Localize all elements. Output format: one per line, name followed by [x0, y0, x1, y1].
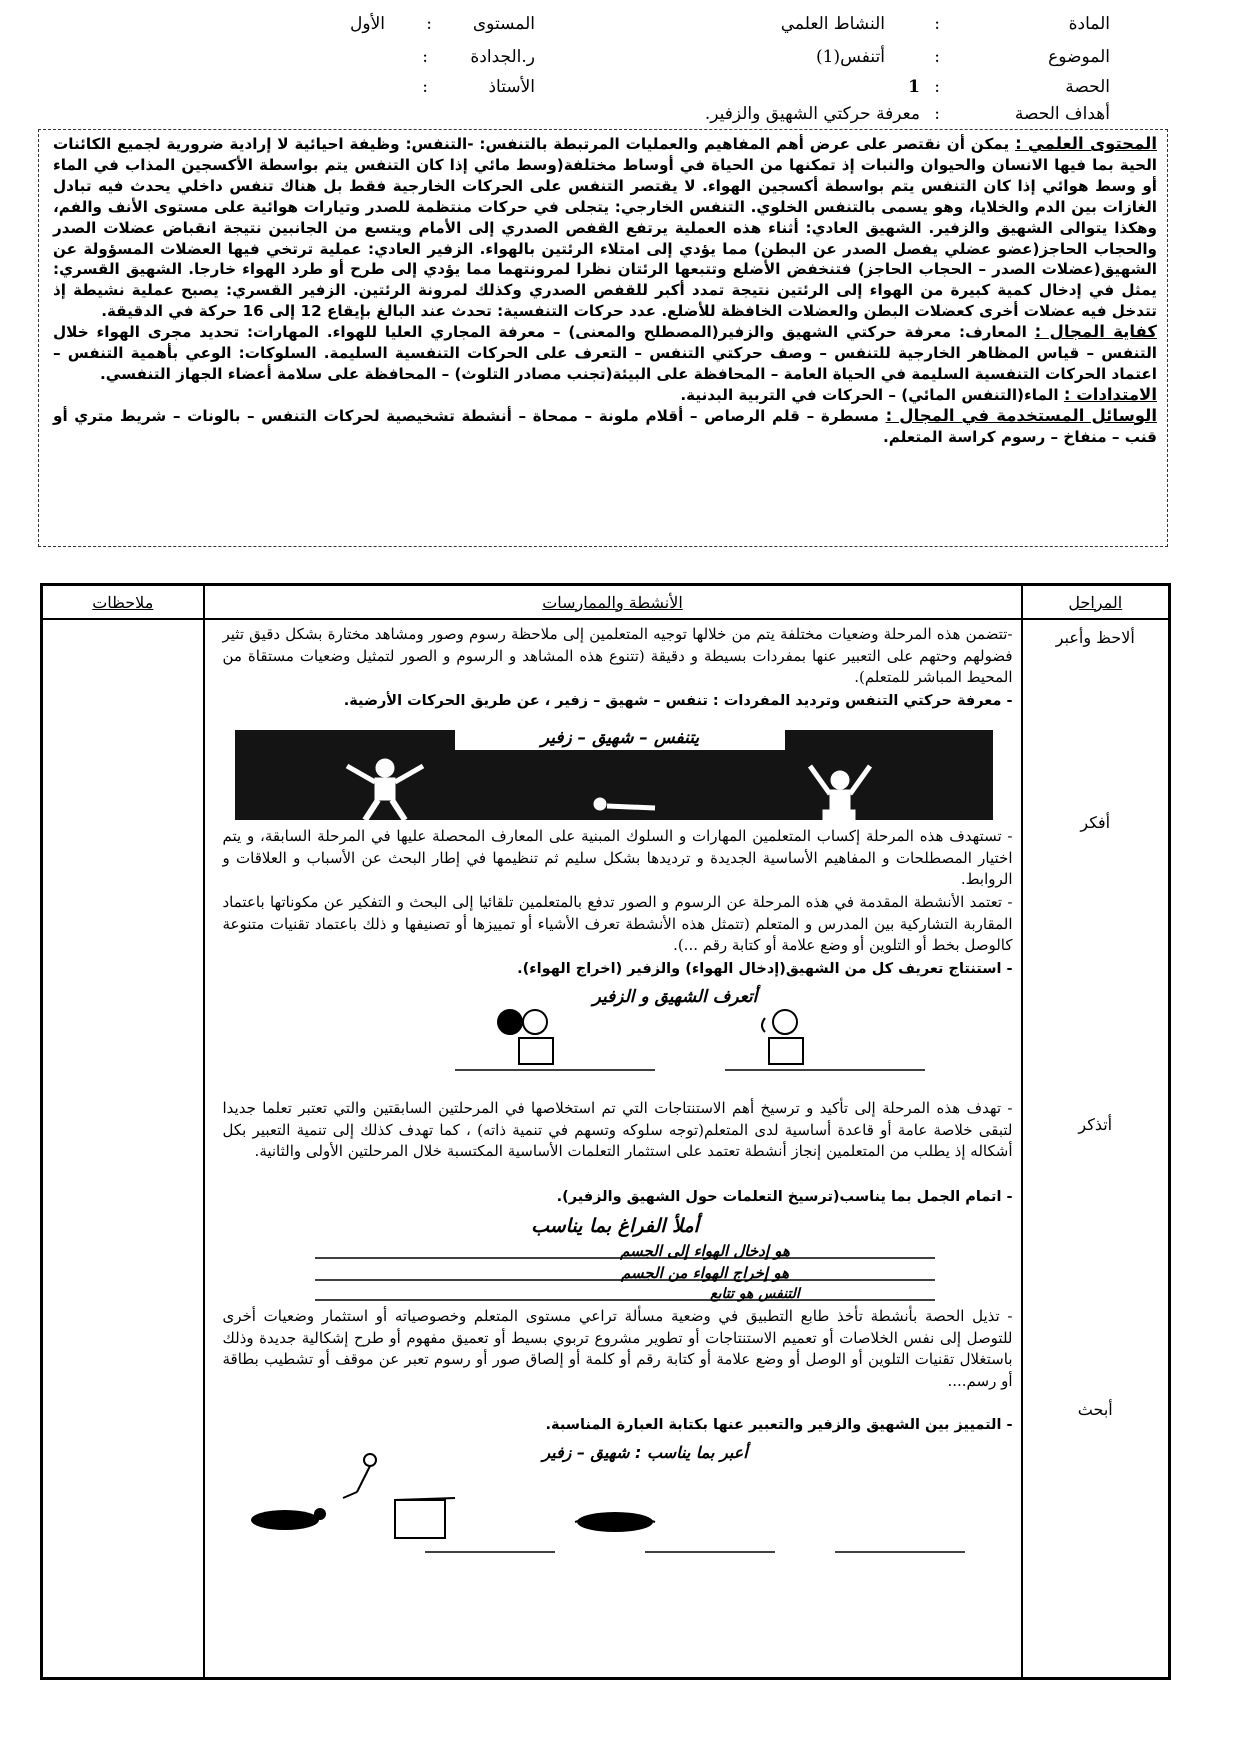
stage1-task	[223, 690, 1013, 713]
breathing-scenes-illustration	[225, 1440, 1003, 1560]
session-label: الحصة	[1065, 77, 1110, 97]
competence-title: كفاية المجال :	[1034, 322, 1157, 342]
stage-research: أبحث	[1077, 1400, 1113, 1419]
fill-blanks-exercise	[285, 1212, 965, 1302]
breathing-scenes-caption: أعبر بما يناسب : شهيق – زفير	[541, 1443, 748, 1462]
subject-colon: :	[934, 14, 940, 34]
stage2-task	[223, 958, 1013, 981]
stage-remember: أتذكر	[1078, 1115, 1113, 1134]
stage2-task-text: - استنتاج تعريف كل من الشهيق(إدخال الهواء) والزفير (اخراج الهواء).	[517, 961, 1013, 977]
subject-label: المادة	[1068, 14, 1110, 34]
tools-text: مسطرة – قلم الرصاص – أقلام ملونة – ممحاة – أنشطة تشخيصية لحركات التنفس – بالونات – شريط متري أو قنب – منفاخ – رسوم كراسة المتعلم.	[53, 406, 1157, 446]
tools-title: الوسائل المستخدمة في المجال :	[885, 405, 1157, 425]
stage4-task-text: - التمييز بين الشهيق والزفير والتعبير عنها بكتابة العبارة المناسبة.	[545, 1417, 1013, 1433]
goals-value: معرفة حركتي الشهيق والزفير.	[704, 104, 920, 124]
stage-think: أفكر	[1080, 813, 1111, 832]
stage1-description: -تتضمن هذه المرحلة وضعيات مختلفة يتم من خلالها توجيه المتعلمين إلى ملاحظة رسوم وصور ومشاهد مختارة بشكل دقيق تثير فضولهم وحتهم على التعبير عنها بمفردات بسيطة و دقيقة (تتنوع هذه المشاهد و الرسوم و الصور لتمثيل وضعيات مستقاة من المحيط المباشر للمتعلم).	[222, 625, 1013, 686]
stage1-task-text: - معرفة حركتي التنفس وترديد المفردات : تنفس – شهيق – زفير ، عن طريق الحركات الأرضية.	[343, 693, 1013, 709]
goals-label: أهداف الحصة	[1014, 104, 1110, 124]
extensions	[53, 385, 1157, 406]
stage2-description-b: - تعتمد الأنشطة المقدمة في هذه المرحلة عن الرسوم و الصور تدفع بالمتعلمين تلقائيا إلى البحث و التفكير عن مكوناتها باعتماد المقاربة التشاركية بين المدرس و المتعلم (تتمثل هذه الأنشطة تعرف الأشياء أو تمييزها أو تصنيفها و ذلك باعتماد تقنيات متنوعة كالوصل بخط أو التلوين أو وضع علامة أو كتابة رقم ...).	[222, 893, 1013, 954]
level-label: المستوى	[472, 14, 535, 34]
breathing-illustration-svg	[235, 724, 993, 822]
header-stages: المراحل	[1022, 585, 1170, 620]
tools	[53, 406, 1157, 448]
topic-colon: :	[934, 47, 940, 67]
table-header-row	[42, 585, 1170, 620]
stage3-task-text: - اتمام الجمل بما يناسب(ترسيخ التعلمات حول الشهيق والزفير).	[556, 1189, 1013, 1205]
stage2-description-a: - تستهدف هذه المرحلة إكساب المتعلمين المهارات و السلوك المبنية على المعارف المحصلة عليها في المرحلة السابقة، و يتم اختيار المصطلحات و المفاهيم الأساسية الجديدة و ترديدها بشكل سليم ثم تنظيمها في إطار البحث عن الأسباب و العلاقات و الروابط.	[222, 827, 1013, 888]
level-colon: :	[426, 14, 432, 34]
teacher-colon: :	[422, 77, 428, 97]
level-value: الأول	[350, 14, 385, 34]
fill-blank-line-3: التنفس هو تتابع	[709, 1286, 800, 1302]
stages-column	[1022, 619, 1170, 1679]
topic-value: أتنفس(1)	[816, 47, 885, 67]
table-body-row	[42, 619, 1170, 1679]
fill-blank-line-1: هو إدخال الهواء إلى الجسم	[619, 1242, 790, 1260]
school-colon: :	[422, 47, 428, 67]
domain-competence	[53, 322, 1157, 385]
extensions-title: الامتدادات :	[1063, 384, 1157, 404]
competence-text: المعارف: معرفة حركتي الشهيق والزفير(المصطلح والمعنى) – معرفة المجاري العليا للهواء. المهارات: تحديد مجرى الهواء خلال التنفس – قياس المظاهر الخارجية للتنفس – وصف حركتي التنفس – التعرف على الحركات التنفسية السليمة. السلوكات: الوعي بأهمية التنفس – اعتماد الحركات التنفسية السليمة في الحياة العامة – المحافظة على البيئة(تجنب مصادر التلوث) – المحافظة على سلامة أعضاء الجهاز التنفسي.	[53, 323, 1157, 383]
fill-blank-line-2: هو إخراج الهواء من الجسم	[620, 1264, 789, 1282]
inhale-exhale-caption: أتعرف الشهيق و الزفير	[592, 987, 757, 1007]
breathing-movements-illustration	[235, 724, 993, 822]
header-notes: ملاحظات	[42, 585, 204, 620]
header-activities: الأنشطة والممارسات	[204, 585, 1022, 620]
stage4-task	[223, 1414, 1013, 1437]
boy-exhaling	[498, 1010, 553, 1064]
stage3-task	[223, 1186, 1013, 1209]
subject-value: النشاط العلمي	[780, 14, 885, 34]
swimmer-underwater	[575, 1512, 655, 1532]
fill-blanks-svg	[285, 1212, 965, 1302]
scientific-content-title: المحتوى العلمي :	[1015, 134, 1157, 153]
swimmer-surface	[251, 1508, 326, 1530]
inhale-exhale-illustration	[255, 984, 975, 1076]
diver-on-board	[343, 1454, 455, 1538]
scientific-content-text: يمكن أن نقتصر على عرض أهم المفاهيم والعمليات المرتبطة بالتنفس: -التنفس: وظيفة احيائية لا إرادية ضرورية لجميع الكائنات الحية بما فيها الانسان والحيوان والنبات إذ تمكنها من الحياة في أوساط مختلفة(وسط مائي إذا كان التنفس يتم بواسطة الأكسجين المذاب في الماء أو وسط هوائي إذا كان التنفس يتم بواسطة أكسجين الهواء. لا يقتصر التنفس على الحركات الخارجية فقط بل هناك تنفس داخلي يحدث فيه تبادل الغازات بين الدم والخلايا، وهو يسمى بالتنفس الخلوي. التنفس الخارجي: يتجلى في حركات منتظمة للصدر وتيارات هوائية على مستوى الأنف والفم، وهكذا يتوالى الشهيق والزفير. الشهيق العادي: أثناء هذه العملية يرتفع القفص الصدري إلى الأمام ويتسع من الجانبين نتيجة انقباض عضلات الصدر والحجاب الحاجز(عضو عضلي يفصل الصدر عن البطن) مما يؤدي إلى امتلاء الرئتين بالهواء. الزفير العادي: عملية ترتخي فيها العضلات المسؤولة عن الشهيق(عضلات الصدر – الحجاب الحاجز) فتنخفض الأضلع وتتبعها الرئتان نظرا لمرونتهما مما يؤدي إلى طرح أو طرد الهواء خارجا. الشهيق القسري: يمثل في إدخال كمية كبيرة من الهواء إلى الرئتين نتيجة تمدد أكبر للقفص الصدري وكذلك لمرونة الرئتين. الزفير القسري: يصبح عملية نشيطة إذ تتدخل فيه عضلات أخرى كعضلات البطن والعضلات الخافظة للأضلع. عدد حركات التنفسية: تحدث عند البالغ بإيقاع 12 إلى 16 حركة في الدقيقة.	[53, 135, 1157, 321]
school-name: ر.الجدادة	[470, 47, 535, 67]
notes-column	[42, 619, 204, 1679]
breathing-scenes-svg	[225, 1440, 1003, 1560]
boy-inhaling	[762, 1010, 803, 1064]
fill-blanks-title: أملأ الفراغ بما يناسب	[530, 1215, 699, 1237]
stage-observe: ألاحظ وأعبر	[1055, 628, 1135, 647]
activities-column	[204, 619, 1022, 1679]
stage4-description: - تذيل الحصة بأنشطة تأخذ طابع التطبيق في وضعية مسألة تراعي مستوى المتعلم وخصوصياته أو استثمار وضعيات أخرى للتوصل إلى نفس الخلاصات أو تعميم الاستنتاجات أو تطوير مشروع تربوي بسيط أو تعميق مفهوم أو طرح إشكالية جديدة وذلك باستغلال تقنيات التلوين أو الوصل أو وضع علامة أو كتابة رقم أو كلمة أو إلصاق صور أو رسوم تعبر عن موقف أو تشطيب بطاقة أو رسم....	[222, 1307, 1013, 1390]
topic-label: الموضوع	[1048, 47, 1110, 67]
activities-table	[40, 583, 1171, 1680]
scientific-content	[53, 134, 1157, 322]
teacher-label: الأستاذ	[488, 77, 535, 97]
inhale-exhale-svg	[255, 984, 975, 1076]
session-colon: :	[934, 77, 940, 97]
extensions-text: الماء(التنفس المائي) – الحركات في التربية البدنية.	[680, 385, 1059, 404]
session-value: 1	[908, 77, 920, 97]
lesson-content-box	[38, 129, 1168, 547]
goals-colon: :	[934, 104, 940, 124]
illustration-caption: يتنفس – شهيق – زفير	[540, 728, 699, 748]
stage3-description: - تهدف هذه المرحلة إلى تأكيد و ترسيخ أهم الاستنتاجات التي تم استخلاصها في المرحلتين السابقتين والتي تعتبر تعلما جديدا لتبقى خلاصة عامة أو قاعدة أساسية لدى المتعلم(توجه سلوكه وتسهم في تنمية ذاته) ، كما تهدف كذلك إلى تنمية التعبير بكل أشكاله إذ يطلب من المتعلمين إنجاز أنشطة تعتمد على استثمار التعلمات الأساسية المكتسبة خلال المرحلتين الأولى والثانية.	[222, 1099, 1013, 1160]
